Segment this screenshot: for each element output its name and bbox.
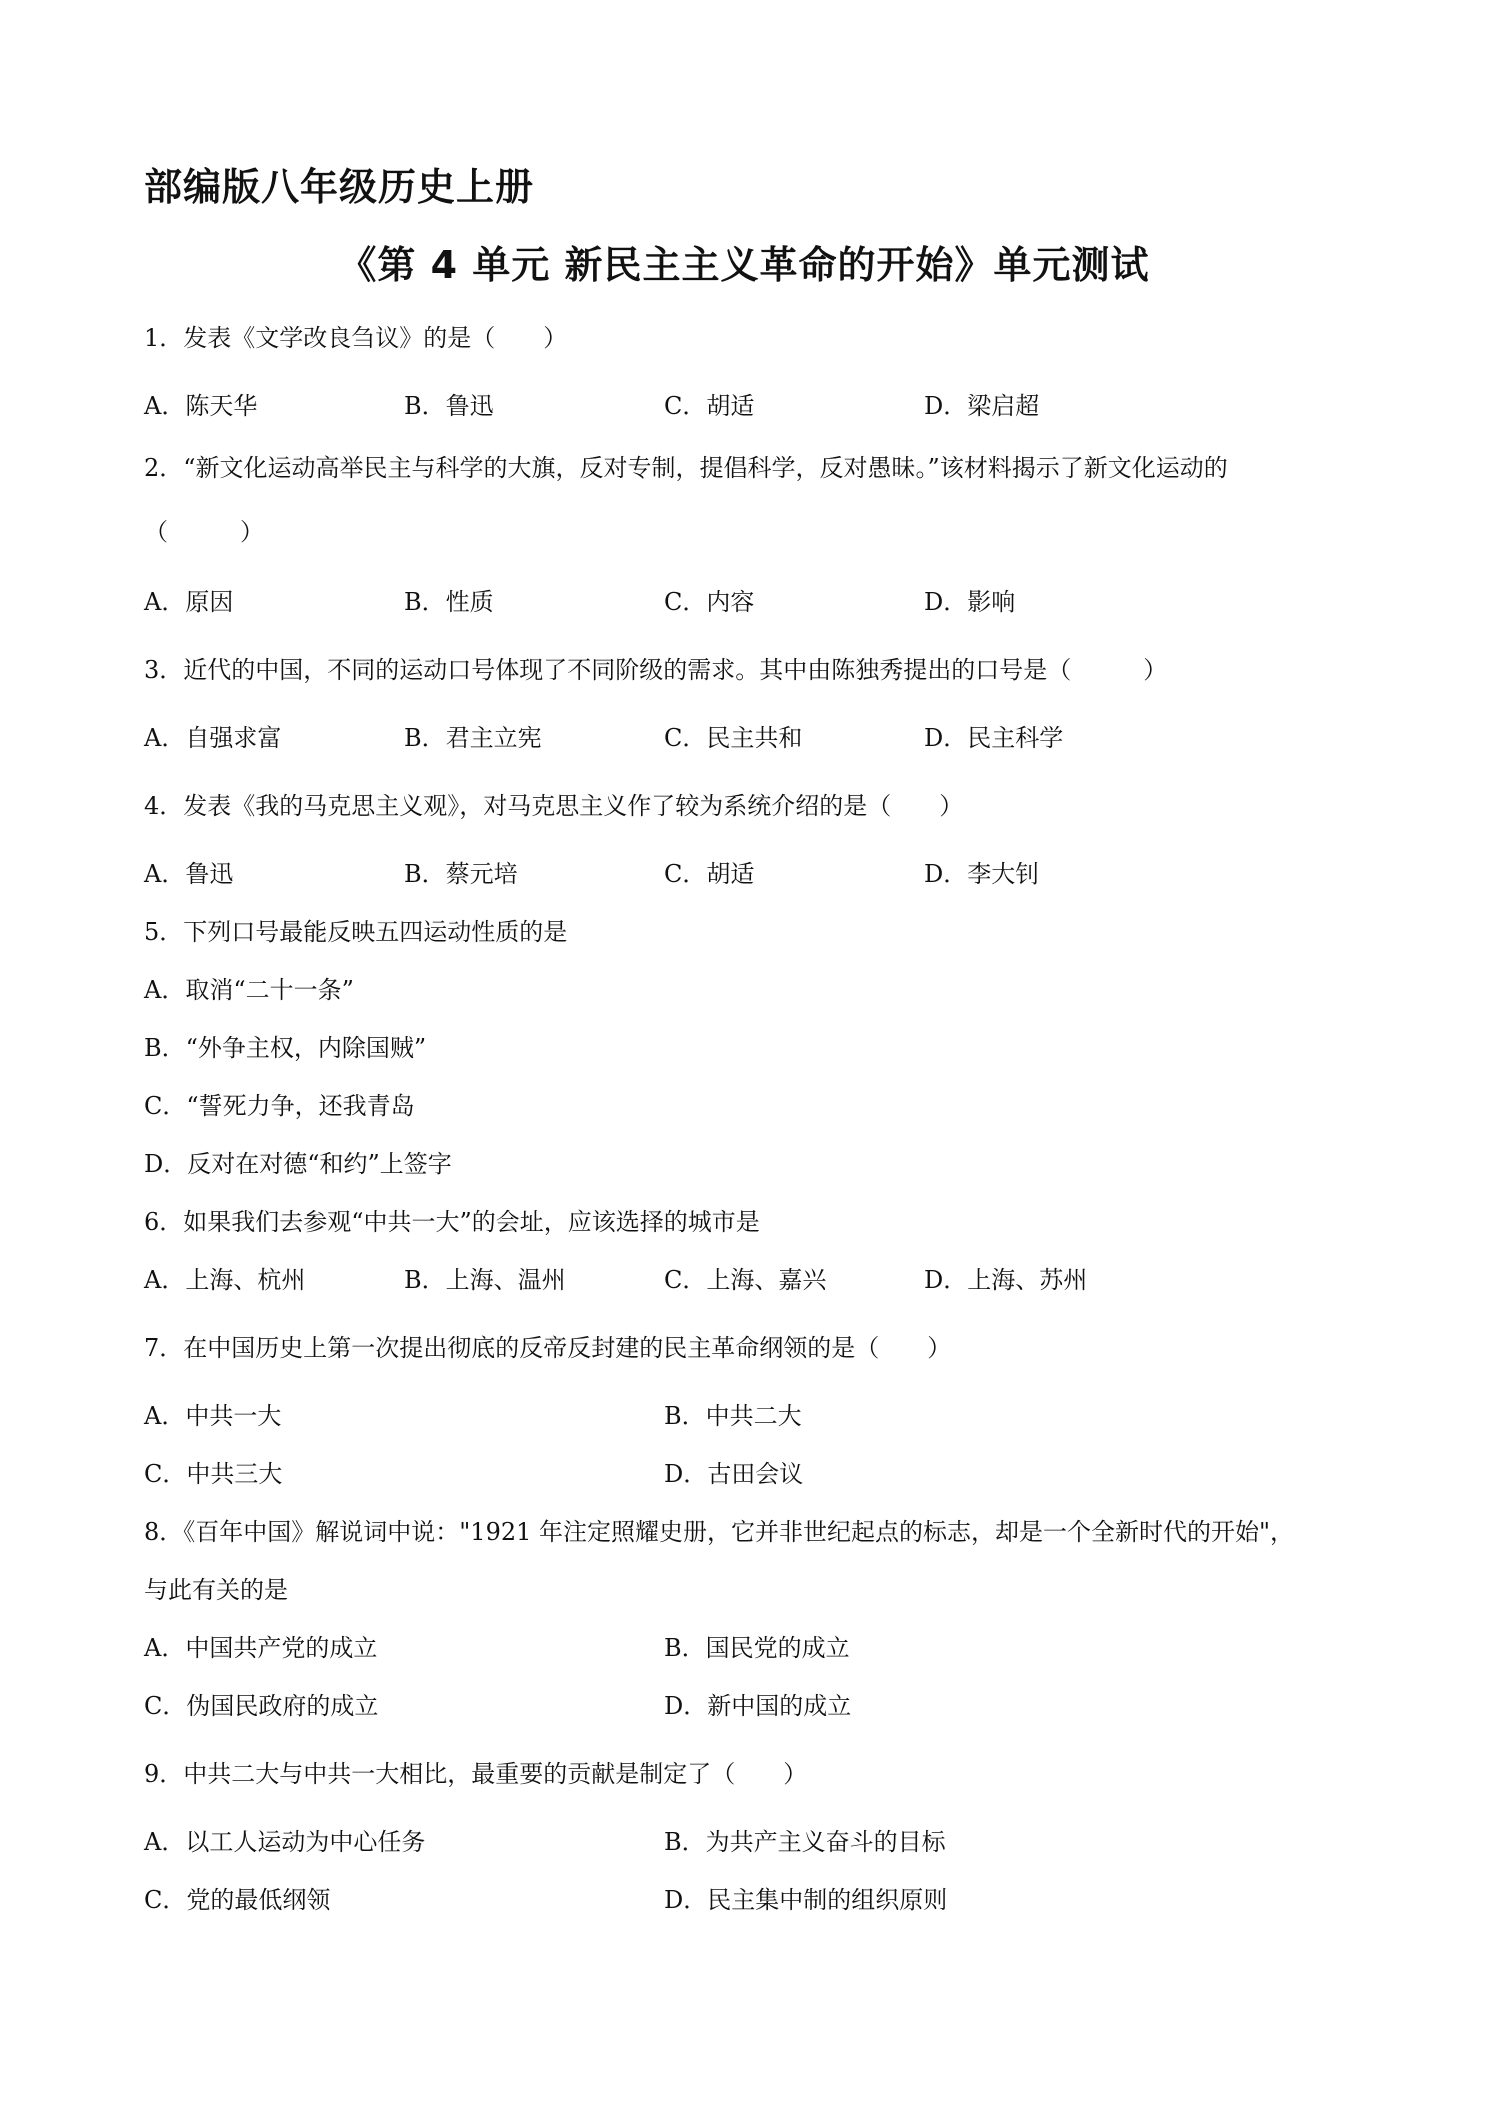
question-9-option-d: D．民主集中制的组织原则 [664,1886,948,1914]
question-8-option-a: A．中国共产党的成立 [144,1634,378,1662]
question-9-option-c: C．党的最低纲领 [144,1886,331,1914]
question-7-option-b: B．中共二大 [664,1402,802,1430]
question-9-stem: 9．中共二大与中共一大相比，最重要的贡献是制定了（ ） [144,1760,808,1788]
question-8-stem: 8．《百年中国》解说词中说："1921 年注定照耀史册，它并非世纪起点的标志，却是一个全新时代的开始"， [144,1518,1295,1546]
subject-heading: 部编版八年级历史上册 [144,165,535,209]
question-1-option-a: A．陈天华 [144,392,258,420]
question-6-option-a: A．上海、杭州 [144,1266,306,1294]
question-5-option-b: B．“外争主权，内除国贼” [144,1034,427,1062]
question-2-option-c: C．内容 [664,588,755,616]
question-2-stem-cont: （ ） [144,518,264,546]
question-6-option-d: D．上海、苏州 [924,1266,1088,1294]
question-7-option-a: A．中共一大 [144,1402,282,1430]
question-5-option-d: D．反对在对德“和约”上签字 [144,1150,452,1178]
question-7-option-d: D．古田会议 [664,1460,804,1488]
question-8-option-b: B．国民党的成立 [664,1634,850,1662]
question-2-option-a: A．原因 [144,588,234,616]
question-9-option-a: A．以工人运动为中心任务 [144,1828,426,1856]
question-2-option-d: D．影响 [924,588,1016,616]
question-3-option-a: A．自强求富 [144,724,282,752]
question-4-option-a: A．鲁迅 [144,860,234,888]
question-5-stem: 5．下列口号最能反映五四运动性质的是 [144,918,568,946]
question-4-option-d: D．李大钊 [924,860,1040,888]
question-1-stem: 1．发表《文学改良刍议》的是（ ） [144,324,568,352]
question-5-option-a: A．取消“二十一条” [144,976,354,1004]
question-7-stem: 7．在中国历史上第一次提出彻底的反帝反封建的民主革命纲领的是（ ） [144,1334,952,1362]
question-8-option-d: D．新中国的成立 [664,1692,852,1720]
question-8-stem-cont: 与此有关的是 [144,1576,288,1604]
question-9-option-b: B．为共产主义奋斗的目标 [664,1828,946,1856]
question-7-option-c: C．中共三大 [144,1460,283,1488]
question-3-stem: 3．近代的中国，不同的运动口号体现了不同阶级的需求。其中由陈独秀提出的口号是（ ） [144,656,1168,684]
question-3-option-b: B．君主立宪 [404,724,542,752]
question-1-option-d: D．梁启超 [924,392,1040,420]
question-3-option-d: D．民主科学 [924,724,1064,752]
question-1-option-c: C．胡适 [664,392,755,420]
question-6-stem: 6．如果我们去参观“中共一大”的会址，应该选择的城市是 [144,1208,760,1236]
question-4-option-c: C．胡适 [664,860,755,888]
question-8-option-c: C．伪国民政府的成立 [144,1692,379,1720]
page-title: 《第 4 单元 新民主主义革命的开始》单元测试 [338,243,1150,287]
question-3-option-c: C．民主共和 [664,724,803,752]
question-1-option-b: B．鲁迅 [404,392,494,420]
question-4-stem: 4．发表《我的马克思主义观》，对马克思主义作了较为系统介绍的是（ ） [144,792,964,820]
question-6-option-c: C．上海、嘉兴 [664,1266,827,1294]
question-2-stem: 2．“新文化运动高举民主与科学的大旗，反对专制，提倡科学，反对愚昧。”该材料揭示了新文化运动的 [144,454,1228,482]
question-4-option-b: B．蔡元培 [404,860,518,888]
question-6-option-b: B．上海、温州 [404,1266,566,1294]
question-5-option-c: C．“誓死力争，还我青岛 [144,1092,415,1120]
question-2-option-b: B．性质 [404,588,494,616]
